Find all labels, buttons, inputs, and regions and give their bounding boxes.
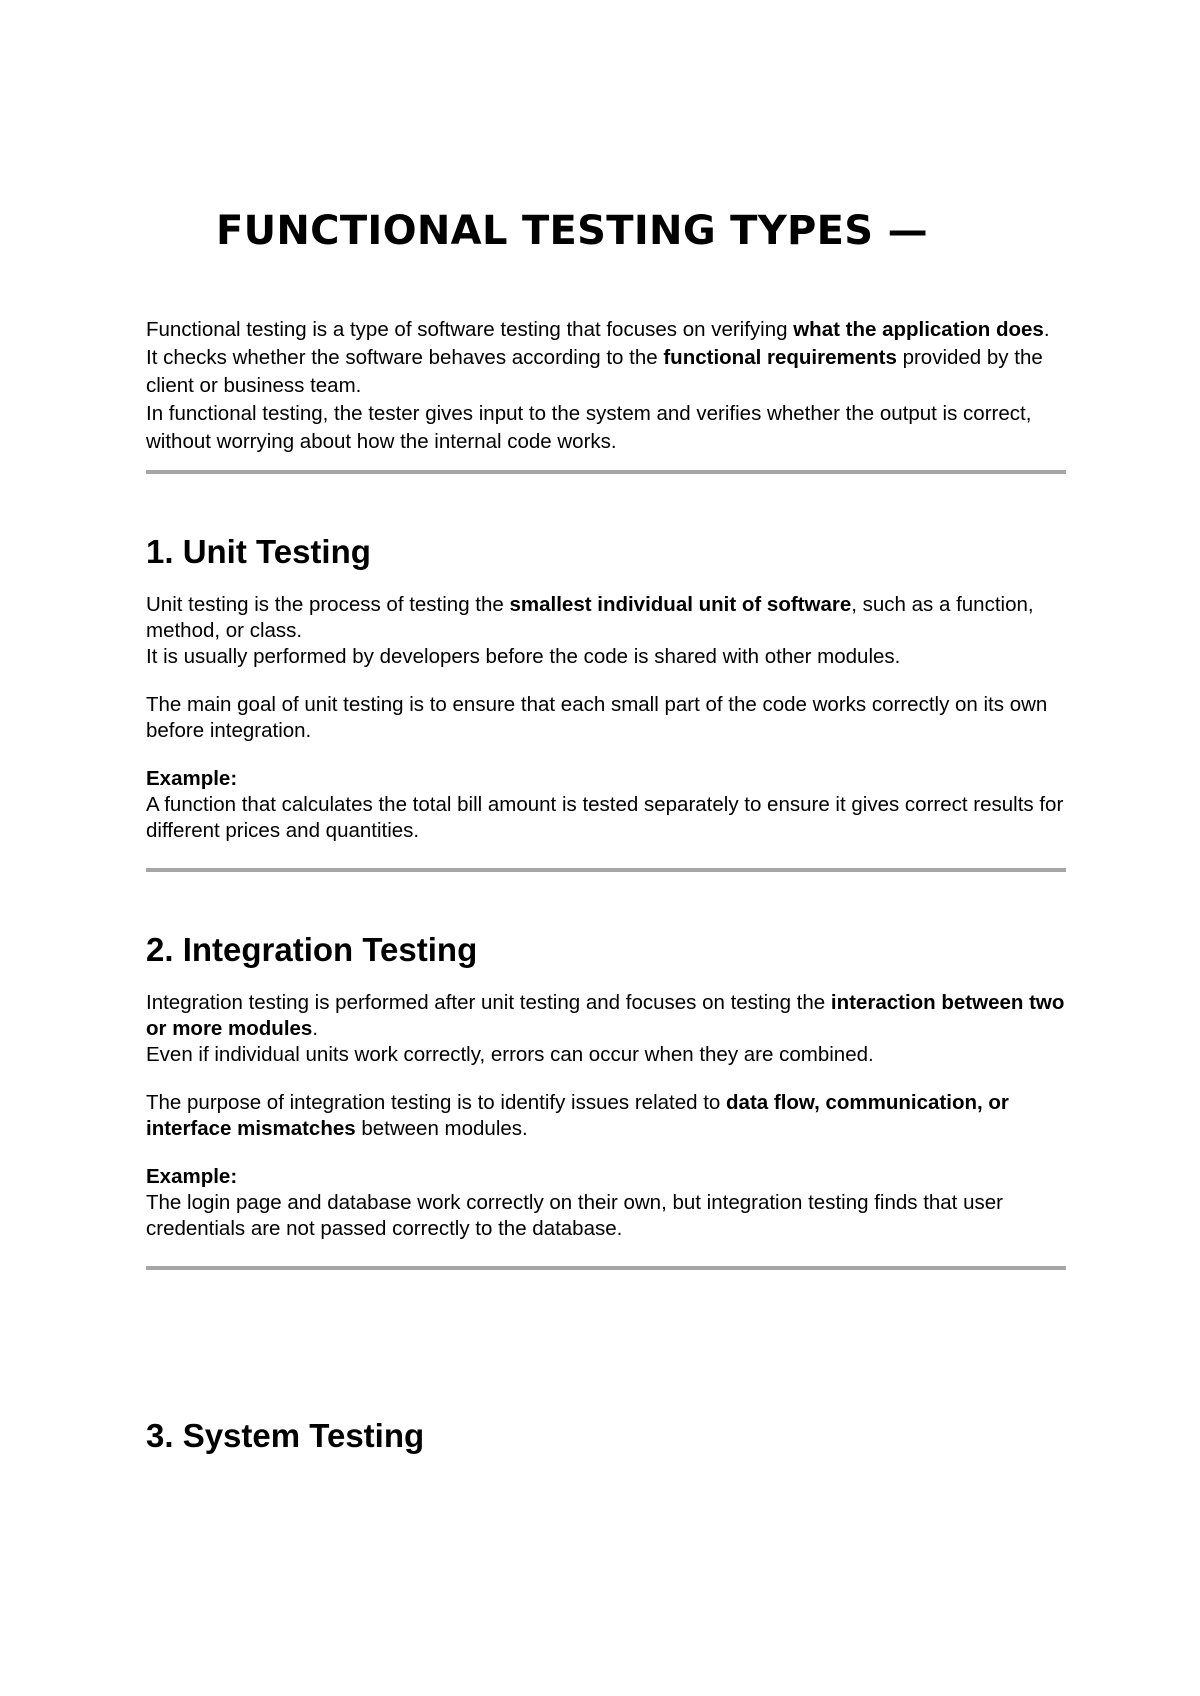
intro-paragraph-2: It checks whether the software behaves according to the functional requirements provided by the client or business team. bbox=[146, 346, 1043, 397]
document-body bbox=[146, 316, 1066, 1456]
intro-paragraph-1: Functional testing is a type of software testing that focuses on verifying what the application does. bbox=[146, 318, 1050, 341]
section-paragraph: Unit testing is the process of testing the smallest individual unit of software, such as a function, method, or class. bbox=[146, 593, 1034, 642]
section-heading: 2. Integration Testing bbox=[146, 931, 478, 968]
section-paragraph: The main goal of unit testing is to ensure that each small part of the code works correctly on its own before integration. bbox=[146, 693, 1048, 742]
example-text: A function that calculates the total bill amount is tested separately to ensure it gives correct results for different prices and quantities. bbox=[146, 793, 1064, 842]
example-label: Example: bbox=[146, 1165, 238, 1188]
section-paragraph: Even if individual units work correctly, errors can occur when they are combined. bbox=[146, 1043, 874, 1066]
section-integration-testing bbox=[146, 930, 1066, 1242]
section-system-testing bbox=[146, 1416, 1066, 1456]
section-paragraph: It is usually performed by developers before the code is shared with other modules. bbox=[146, 645, 901, 668]
section-paragraph: The purpose of integration testing is to identify issues related to data flow, communication, or interface mismatches between modules. bbox=[146, 1091, 1009, 1140]
intro-paragraph-3: In functional testing, the tester gives input to the system and verifies whether the output is correct, without worrying about how the internal code works. bbox=[146, 402, 1032, 453]
section-paragraph: Integration testing is performed after unit testing and focuses on testing the interaction between two or more modules. bbox=[146, 991, 1065, 1040]
example-text: The login page and database work correctly on their own, but integration testing finds that user credentials are not passed correctly to the database. bbox=[146, 1191, 1003, 1240]
section-unit-testing bbox=[146, 532, 1066, 844]
section-heading: 3. System Testing bbox=[146, 1417, 425, 1454]
document-title: FUNCTIONAL TESTING TYPES — bbox=[216, 208, 928, 254]
section-heading: 1. Unit Testing bbox=[146, 533, 371, 570]
intro-section bbox=[146, 316, 1066, 456]
example-label: Example: bbox=[146, 767, 238, 790]
